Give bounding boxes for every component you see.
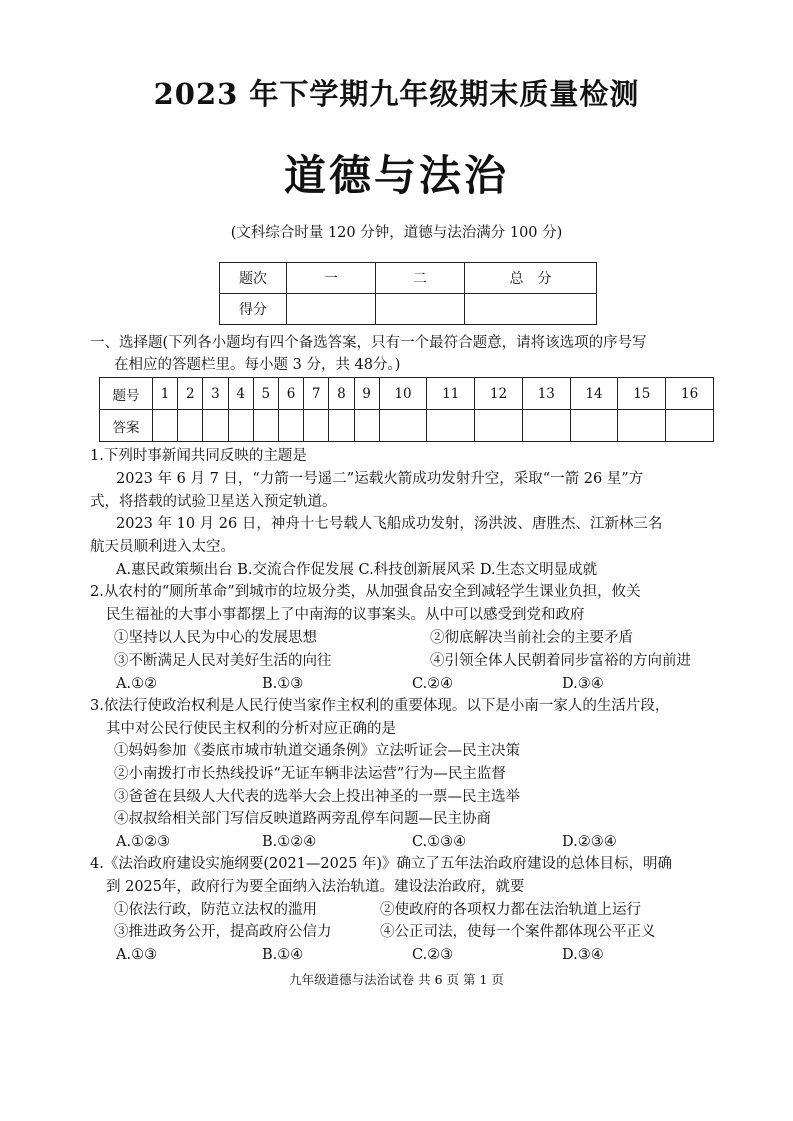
answer-cell[interactable]	[278, 410, 303, 442]
question-3-stem: 其中对公民行使民主权利的分析对应正确的是	[106, 721, 396, 737]
score-row-label: 得分	[220, 294, 287, 325]
answer-number-cell: 12	[475, 378, 523, 410]
question-4-item: ③推进政务公开，提高政府公信力	[114, 924, 332, 940]
question-2-option-d: D.③④	[562, 676, 604, 692]
answer-number-cell: 1	[153, 378, 178, 410]
question-2-option-a: A.①②	[116, 676, 158, 692]
question-3-option-a: A.①②③	[116, 834, 171, 850]
answer-number-cell: 3	[203, 378, 228, 410]
score-header-cell: 一	[287, 263, 376, 294]
answer-cell[interactable]	[329, 410, 354, 442]
answer-row	[100, 410, 714, 442]
question-3-item: ①妈妈参加《娄底市城市轨道交通条例》立法听证会—民主决策	[114, 743, 520, 759]
answer-cell[interactable]	[354, 410, 379, 442]
score-table	[219, 262, 597, 325]
section-instruction: 在相应的答题栏里。每小题 3 分，共 48分。)	[114, 357, 401, 373]
question-3-item: ④叔叔给相关部门写信反映道路两旁乱停车问题—民主协商	[114, 811, 491, 827]
score-cell[interactable]	[465, 294, 597, 325]
answer-number-cell: 14	[570, 378, 618, 410]
answer-cell[interactable]	[618, 410, 666, 442]
answer-cell[interactable]	[304, 410, 329, 442]
answer-cell[interactable]	[178, 410, 203, 442]
question-2-option-c: C.②④	[412, 676, 454, 692]
score-header-cell: 总 分	[465, 263, 597, 294]
answer-number-row	[100, 378, 714, 410]
answer-number-cell: 6	[278, 378, 303, 410]
exam-note: (文科综合时量 120 分钟，道德与法治满分 100 分)	[230, 225, 563, 241]
answer-cell[interactable]	[666, 410, 714, 442]
score-header-cell: 二	[376, 263, 465, 294]
answer-cell[interactable]	[253, 410, 278, 442]
answer-cell[interactable]	[153, 410, 178, 442]
answer-table	[99, 377, 714, 442]
section-instruction: 一、选择题(下列各小题均有四个备选答案，只有一个最符合题意，请将该选项的序号写	[90, 335, 647, 351]
answer-cell[interactable]	[203, 410, 228, 442]
answer-cell[interactable]	[522, 410, 570, 442]
answer-number-cell: 16	[666, 378, 714, 410]
answer-cell[interactable]	[228, 410, 253, 442]
question-3-stem: 3.依法行使政治权利是人民行使当家作主权利的重要体现。以下是小南一家人的生活片段，	[90, 698, 670, 714]
question-4-option-a: A.①③	[116, 947, 158, 963]
question-3-option-d: D.②③④	[562, 834, 617, 850]
score-table-header-row	[220, 263, 597, 294]
answer-cell[interactable]	[475, 410, 523, 442]
question-3-item: ③爸爸在县级人大代表的选举大会上投出神圣的一票—民主选举	[114, 789, 520, 805]
answer-number-label: 题号	[100, 378, 153, 410]
question-1-material: 航天员顺利进入太空。	[90, 539, 235, 555]
question-3-item: ②小南拨打市长热线投诉“无证车辆非法运营”行为—民主监督	[114, 766, 506, 782]
answer-number-cell: 8	[329, 378, 354, 410]
page-footer: 九年级道德与法治试卷 共 6 页 第 1 页	[289, 972, 504, 987]
question-4-option-d: D.③④	[562, 947, 604, 963]
question-4-item: ①依法行政，防范立法权的滥用	[114, 902, 317, 918]
question-2-item: ④引领全体人民朝着同步富裕的方向前进	[430, 653, 691, 669]
question-2-stem: 2.从农村的“厕所革命”到城市的垃圾分类，从加强食品安全到减轻学生课业负担，攸关	[90, 584, 641, 600]
answer-number-cell: 10	[379, 378, 427, 410]
question-2-stem: 民生福祉的大事小事都摆上了中南海的议事案头。从中可以感受到党和政府	[106, 607, 585, 623]
answer-number-cell: 9	[354, 378, 379, 410]
question-1-stem: 1.下列时事新闻共同反映的主题是	[90, 448, 307, 464]
question-4-option-b: B.①④	[262, 947, 304, 963]
question-4-stem: 4.《法治政府建设实施纲要(2021—2025 年)》确立了五年法治政府建设的总体目标，明确	[90, 856, 673, 872]
score-cell[interactable]	[287, 294, 376, 325]
question-2-option-b: B.①③	[262, 676, 304, 692]
exam-title: 2023 年下学期九年级期末质量检测	[153, 77, 640, 111]
question-4-option-c: C.②③	[412, 947, 454, 963]
question-1-material: 式，将搭载的试验卫星送入预定轨道。	[90, 494, 337, 510]
answer-number-cell: 13	[522, 378, 570, 410]
answer-number-cell: 15	[618, 378, 666, 410]
question-4-stem: 到 2025年，政府行为要全面纳入法治轨道。建设法治政府，就要	[106, 879, 525, 895]
question-2-item: ③不断满足人民对美好生活的向往	[114, 653, 332, 669]
answer-cell[interactable]	[570, 410, 618, 442]
answer-number-cell: 4	[228, 378, 253, 410]
answer-number-cell: 2	[178, 378, 203, 410]
answer-row-label: 答案	[100, 410, 153, 442]
question-3-option-b: B.①②④	[262, 834, 317, 850]
question-1-material: 2023 年 10 月 26 日，神舟十七号载人飞船成功发射，汤洪波、唐胜杰、江新林三名	[116, 516, 663, 532]
score-cell[interactable]	[376, 294, 465, 325]
score-header-cell: 题次	[220, 263, 287, 294]
question-4-item: ④公正司法，使每一个案件都体现公平正义	[380, 924, 656, 940]
question-3-option-c: C.①③④	[412, 834, 467, 850]
score-table-row	[220, 294, 597, 325]
answer-cell[interactable]	[379, 410, 427, 442]
answer-cell[interactable]	[427, 410, 475, 442]
question-2-item: ①坚持以人民为中心的发展思想	[114, 630, 317, 646]
subject-title: 道德与法治	[283, 151, 509, 200]
answer-number-cell: 11	[427, 378, 475, 410]
question-1-material: 2023 年 6 月 7 日，“力箭一号遥二”运载火箭成功发射升空，采取“一箭 26 星”方	[116, 471, 644, 487]
question-2-item: ②彻底解决当前社会的主要矛盾	[430, 630, 633, 646]
answer-number-cell: 7	[304, 378, 329, 410]
question-1-options: A.惠民政策频出台 B.交流合作促发展 C.科技创新展风采 D.生态文明显成就	[116, 562, 598, 578]
question-4-item: ②使政府的各项权力都在法治轨道上运行	[380, 902, 641, 918]
answer-number-cell: 5	[253, 378, 278, 410]
